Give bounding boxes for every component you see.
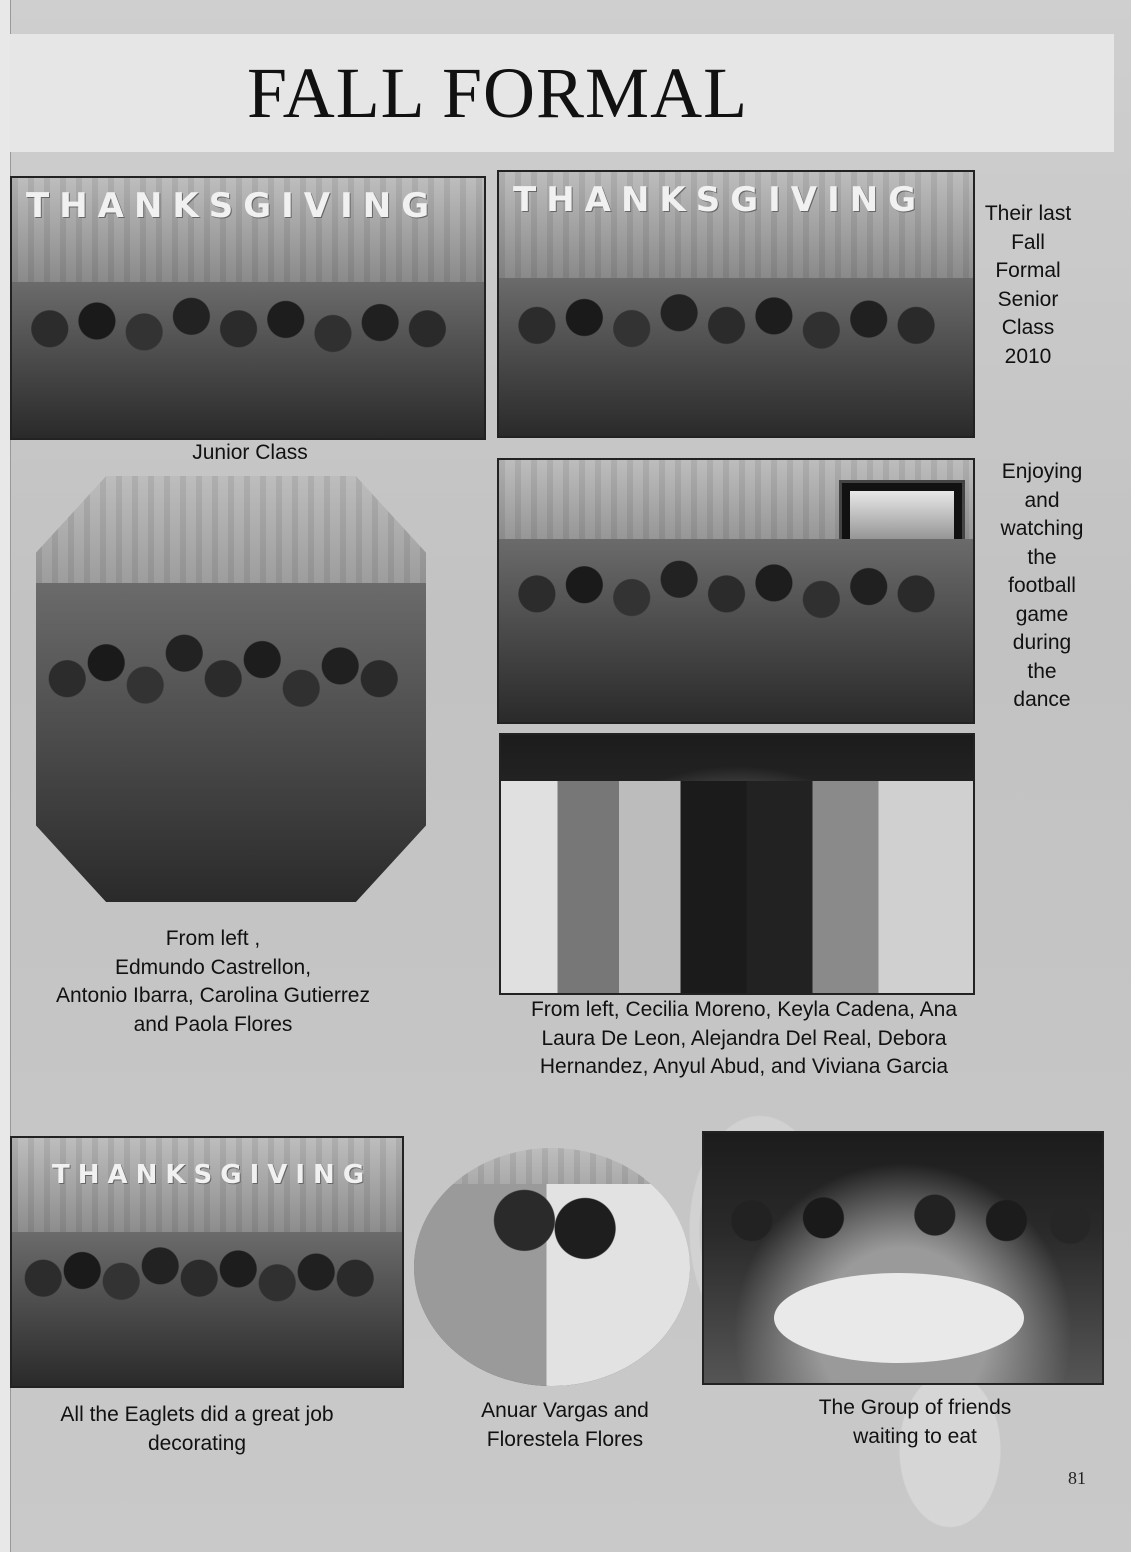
seven-girls — [501, 781, 973, 993]
senior-class-caption: Their last Fall Formal Senior Class 2010 — [984, 202, 1072, 368]
couple — [414, 1184, 690, 1386]
junior-class-photo — [10, 176, 486, 440]
eaglets-photo — [10, 1136, 404, 1388]
four-friends-photo — [36, 476, 426, 902]
students-seated — [499, 539, 973, 722]
eaglets-caption: All the Eaglets did a great job decorating — [60, 1403, 334, 1455]
four-friends-caption: From left , Edmundo Castrellon, Antonio Ibarra, Carolina Gutierrez and Paola Flores — [56, 927, 370, 1036]
football-watching-photo — [497, 458, 975, 724]
thanksgiving-banner: THANKSGIVING — [26, 186, 440, 226]
friends-seated — [704, 1193, 1102, 1331]
thanksgiving-banner: THANKSGIVING — [513, 180, 927, 220]
senior-class-photo — [497, 170, 975, 438]
group-of-students — [499, 278, 973, 436]
couple-photo — [414, 1148, 690, 1386]
friends-table-caption: The Group of friends waiting to eat — [818, 1396, 1012, 1448]
page-title: FALL FORMAL — [247, 53, 749, 133]
four-friends — [36, 583, 426, 903]
junior-class-caption: Junior Class — [192, 441, 308, 464]
page-number: 81 — [1068, 1468, 1086, 1488]
friends-table-photo — [702, 1131, 1104, 1385]
group-of-students — [12, 1232, 402, 1386]
couple-caption: Anuar Vargas and Florestela Flores — [481, 1399, 649, 1451]
football-caption: Enjoying and watching the football game during the dance — [1000, 460, 1084, 711]
seven-girls-photo — [499, 733, 975, 995]
seven-girls-caption: From left, Cecilia Moreno, Keyla Cadena, Ana Laura De Leon, Alejandra Del Real, Debora Hernandez, Anyul Abud, and Viviana Garcia — [530, 998, 958, 1078]
thanksgiving-banner: THANKSGIVING — [52, 1160, 373, 1190]
group-of-students — [12, 282, 484, 438]
